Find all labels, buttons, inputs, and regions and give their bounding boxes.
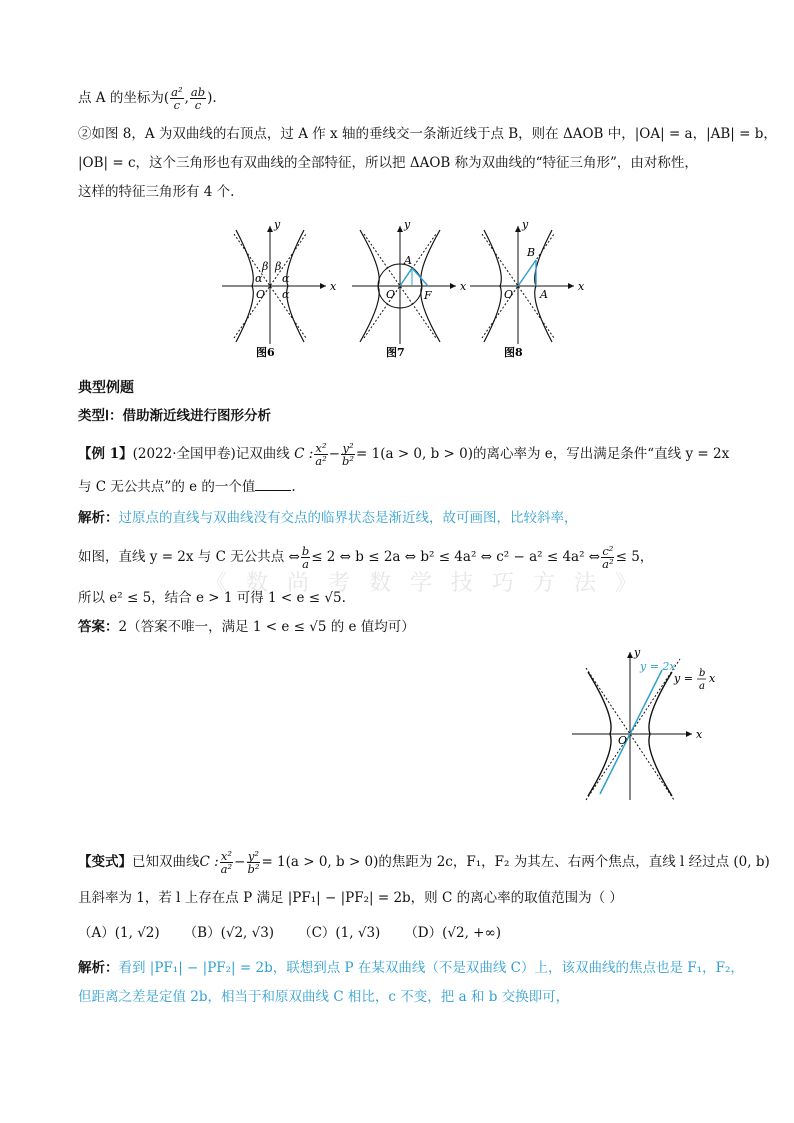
paragraph-text: 这样的特征三角形有 4 个. <box>78 184 235 200</box>
asymptote-label: y = <box>674 672 693 685</box>
y-arrow <box>397 226 403 232</box>
example1-tag: 【例 1】 <box>78 446 133 462</box>
x-label: x <box>330 280 337 293</box>
x-arrow <box>450 283 456 289</box>
fraction-b-a: $\frac{b}{a}$ <box>301 544 310 571</box>
section-title: 典型例题 <box>78 379 134 395</box>
option-c: （C）(1, √3) <box>298 925 381 941</box>
point-f-label: F <box>424 289 432 302</box>
segment-ob <box>518 260 536 286</box>
origin-label: O <box>256 288 266 301</box>
solution2-line1: 解析：看到 |PF₁| − |PF₂| = 2b，联想到点 P 在某双曲线（不是双曲线 C）上，该双曲线的焦点也是 F₁，F₂， <box>78 960 744 976</box>
x-arrow <box>320 283 326 289</box>
alpha-label: α <box>282 272 290 285</box>
variant-line2: 且斜率为 1，若 l 上存在点 P 满足 |PF₁| − |PF₂| = 2b，则 C 的离心率的取值范围为（ ） <box>78 890 623 906</box>
figure-8 <box>470 218 585 359</box>
watermark: 《 数 尚 考 数 学 技 巧 方 法 》 <box>205 571 643 596</box>
figure-caption: 图6 <box>256 346 275 359</box>
asymptote-label-x: x <box>709 672 716 685</box>
solution1-line1: 解析：过原点的直线与双曲线没有交点的临界状态是渐近线，故可画图，比较斜率， <box>78 510 578 526</box>
answer-blank <box>255 478 291 491</box>
option-d: （D）(√2, +∞) <box>404 925 502 941</box>
coordinate-text: 点 A 的坐标为 <box>78 90 164 106</box>
example1-line1: 【例 1】(2022·全国甲卷)记双曲线 C : $\frac{\text{x²}}{\text{a²}}$ − $\frac{\text{y²}}{\text{b²}}$ = 1(a > 0, b > 0)的离心率为 e，写出满足条件“直线 y = 2x <box>78 441 730 468</box>
paragraph-line <box>78 182 234 202</box>
fraction-ab-c: $\frac{ab}{c}$ <box>190 85 206 112</box>
y-arrow <box>267 226 273 232</box>
paragraph-line <box>78 153 698 173</box>
example1-line2: 与 C 无公共点”的 e 的一个值 . <box>78 479 296 495</box>
paragraph-line <box>78 124 777 144</box>
fraction-a2-c: $\frac{\text{a²}}{c}$ <box>171 85 183 112</box>
x-arrow <box>568 283 574 289</box>
figure-caption: 图8 <box>504 346 523 359</box>
point-b-label: B <box>527 246 536 259</box>
variant-line1: 【变式】已知双曲线C : $\frac{\text{x²}}{\text{a²}}$ − $\frac{\text{y²}}{\text{b²}}$ = 1(a > 0, b > 0)的焦距为 2c，F₁，F₂ 为其左、右两个焦点，直线 l 经过点 (0, b) <box>78 849 770 876</box>
asymptote-frac-num: b <box>699 668 706 679</box>
segment-oa <box>400 268 412 286</box>
figure-7 <box>352 218 467 359</box>
variant-options <box>78 923 501 943</box>
alpha-label: α <box>282 288 290 301</box>
option-b: （B）(√2, √3) <box>183 925 275 941</box>
asymptote-figure <box>560 644 730 804</box>
coordinate-line: 点 A 的坐标为( $\frac{\text{a²}}{c}$ , $\frac{ab}{c}$ ). <box>78 85 217 112</box>
origin-label: O <box>386 288 396 301</box>
fraction-y2-b2: $\frac{\text{y²}}{\text{b²}}$ <box>247 849 260 876</box>
answer1-line: 答案：2（答案不唯一，满足 1 < e ≤ √5 的 e 值均可） <box>78 619 415 635</box>
x-label: x <box>696 728 703 741</box>
y-label: y <box>522 218 529 231</box>
type-title: 类型Ⅰ：借助渐近线进行图形分析 <box>78 408 271 423</box>
paragraph-text-2: |OA| = a，|AB| = b， <box>634 126 777 142</box>
x-label: x <box>460 280 467 293</box>
hyperbola-figures <box>220 214 590 364</box>
fraction-x2-a2: $\frac{\text{x²}}{\text{a²}}$ <box>220 849 233 876</box>
x-arrow <box>686 731 692 737</box>
origin-label: O <box>504 288 514 301</box>
beta-label: β <box>262 260 269 273</box>
option-a: （A）(1, √2) <box>78 925 160 941</box>
solution1-line3: 所以 e² ≤ 5，结合 e > 1 可得 1 < e ≤ √5. <box>78 590 346 606</box>
line-y-2x <box>600 670 662 794</box>
segment-af <box>412 268 428 286</box>
y-label: y <box>404 218 411 231</box>
fraction-c2-a2: $\frac{\text{c²}}{\text{a²}}$ <box>602 544 614 571</box>
line-y-2x-label: y = 2x <box>640 660 676 673</box>
solution2-line2: 但距离之差是定值 2b，相当于和原双曲线 C 相比，c 不变，把 a 和 b 交换即可， <box>78 989 570 1005</box>
fraction-y2-b2: $\frac{\text{y²}}{\text{b²}}$ <box>342 441 355 468</box>
beta-label: β <box>275 260 282 273</box>
solution1-line2: 如图，直线 y = 2x 与 C 无公共点 ⇔ $\frac{b}{a}$ ≤ 2 ⇔ b ≤ 2a ⇔ b² ≤ 4a² ⇔ c² − a² ≤ 4a² ⇔ $\frac{\text{c²}}{\text{a²}}$ ≤ 5， <box>78 544 654 571</box>
fraction-x2-a2: $\frac{\text{x²}}{\text{a²}}$ <box>315 441 327 468</box>
point-a-label: A <box>540 288 548 301</box>
alpha-label: α <box>255 272 263 285</box>
y-arrow <box>515 226 521 232</box>
y-arrow <box>627 652 633 658</box>
x-label: x <box>578 280 585 293</box>
paragraph-text: ②如图 8，A 为双曲线的右顶点，过 A 作 x 轴的垂线交一条渐近线于点 B，则在 ΔAOB 中， <box>78 126 635 142</box>
figure-caption: 图7 <box>386 346 405 359</box>
y-label: y <box>634 646 641 659</box>
figure-6 <box>222 218 337 359</box>
y-label: y <box>274 218 281 231</box>
asymptote-frac-den: a <box>699 681 705 692</box>
paragraph-text: |OB| = c，这个三角形也有双曲线的全部特征，所以把 ΔAOB 称为双曲线的“特征三角形”，由对称性， <box>78 155 698 171</box>
origin-label: O <box>618 734 628 747</box>
point-a-label: A <box>404 254 412 267</box>
